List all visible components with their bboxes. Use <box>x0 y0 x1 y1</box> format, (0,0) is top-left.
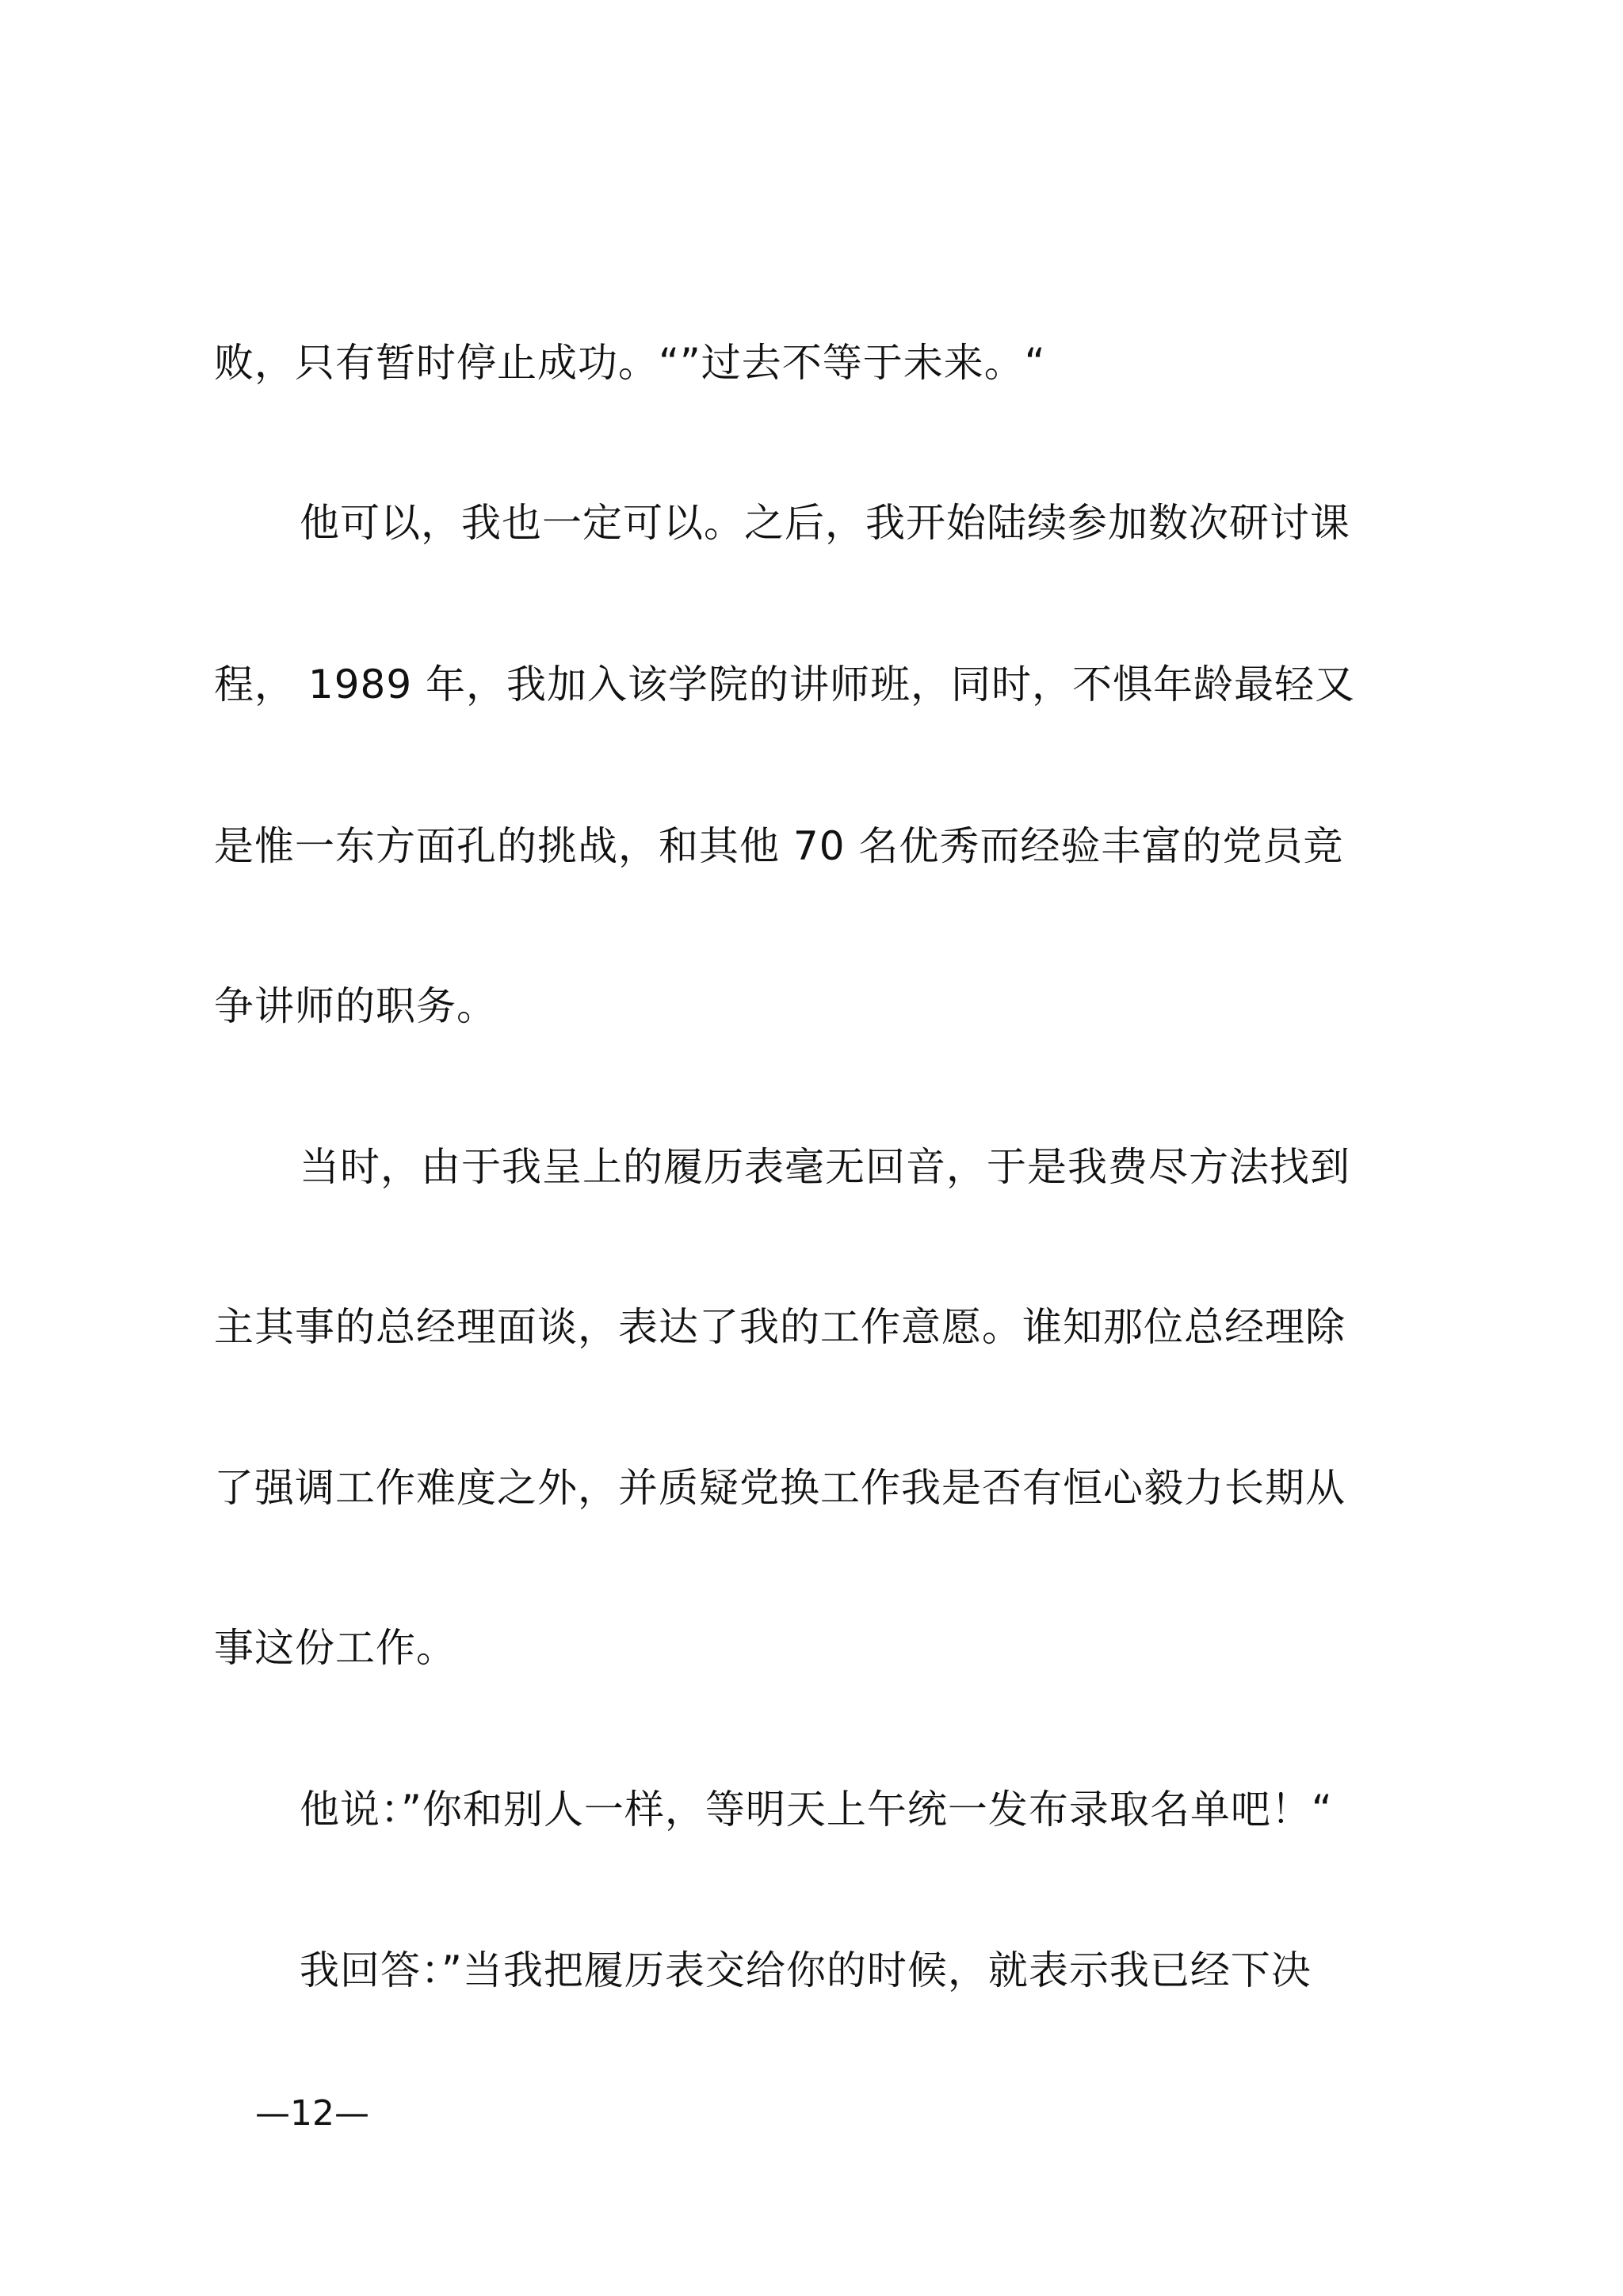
text-line-7: 主其事的总经理面谈，表达了我的工作意愿。谁知那位总经理除 <box>214 1304 1346 1350</box>
text-line-11: 我回答：”当我把履历表交给你的时候，就表示我已经下决 <box>300 1947 1312 1993</box>
text-line-8: 了强调工作难度之外，并质疑党换工作我是否有恒心毅力长期从 <box>214 1465 1346 1511</box>
text-line-4: 是惟一东方面孔的挑战，和其他 70 名优秀而经验丰富的党员竞 <box>214 823 1344 869</box>
text-line-9: 事这份工作。 <box>214 1625 456 1671</box>
text-line-6: 当时，由于我呈上的履历表毫无回音，于是我费尽方法找到 <box>300 1144 1350 1190</box>
text-line-2: 他可以，我也一定可以。之后，我开始陆续参加数次研讨课 <box>300 500 1350 546</box>
page-number: —12— <box>255 2093 369 2134</box>
text-line-1: 败，只有暂时停止成功。“”过去不等于未来。“ <box>214 340 1046 386</box>
text-line-10: 他说：”你和别人一样，等明天上午统一发布录取名单吧！“ <box>300 1787 1333 1833</box>
text-line-5: 争讲师的职务。 <box>214 983 497 1029</box>
text-line-3: 程， 1989 年，我加入该学院的讲师班，同时，不惧年龄最轻又 <box>214 662 1356 707</box>
